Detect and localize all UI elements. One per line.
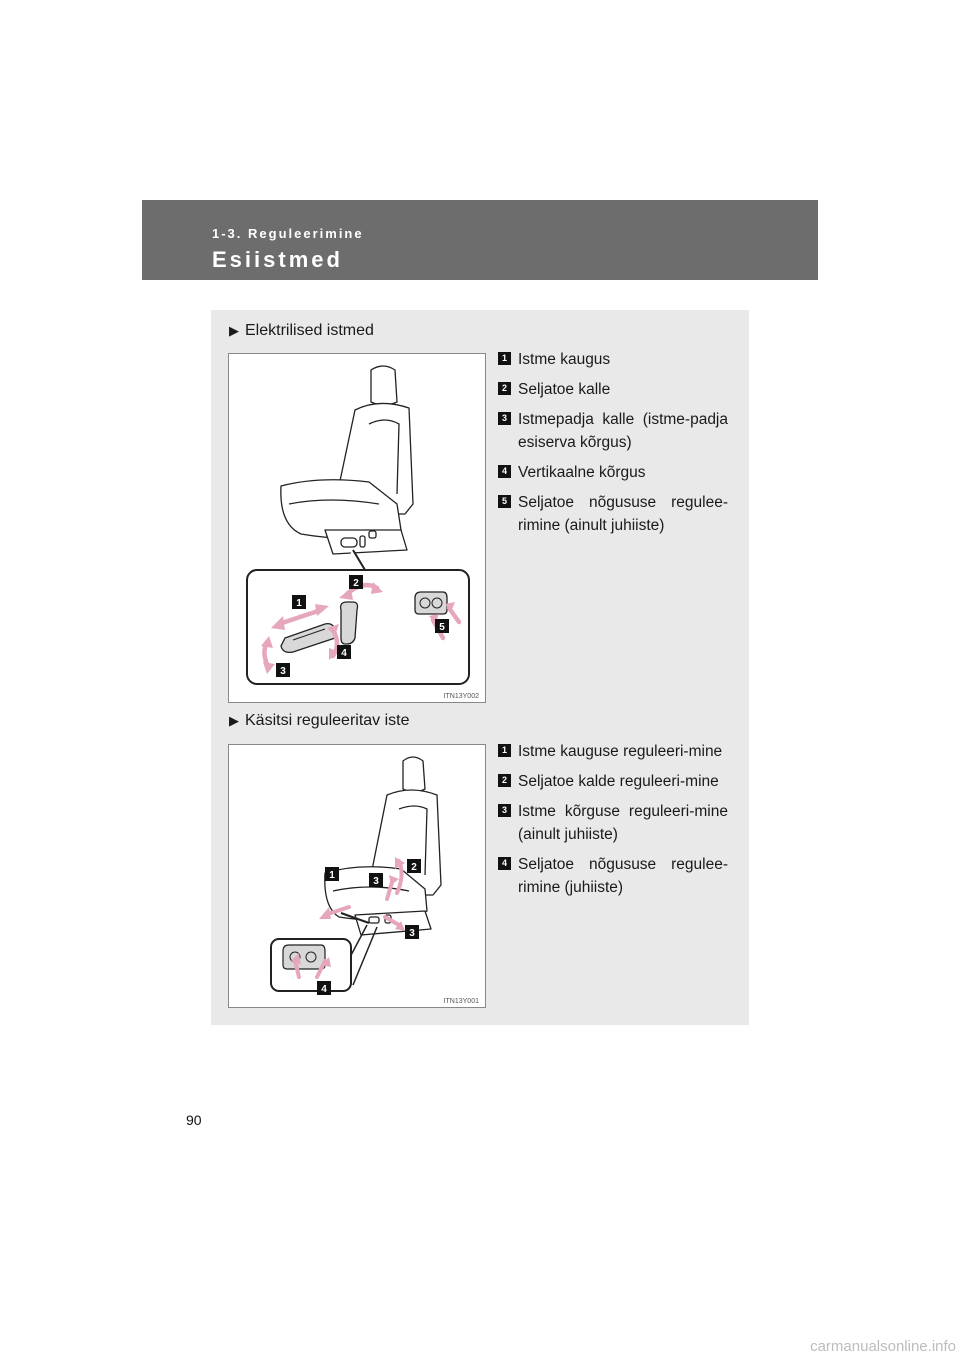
legend-item (498, 770, 728, 793)
svg-text:3: 3 (409, 928, 415, 939)
legend-text: Istme kaugus (518, 351, 611, 368)
svg-text:3: 3 (280, 666, 286, 677)
legend-item (498, 800, 728, 846)
legend-text: Istmepadja kalle (istme-padja esiserva kõrgus) (518, 411, 728, 451)
number-badge: 4 (498, 465, 511, 478)
subsection-heading-text: Elektrilised istmed (245, 322, 374, 339)
number-badge: 2 (498, 774, 511, 787)
power-seat-diagram (229, 354, 485, 702)
legend-item (498, 378, 728, 401)
number-badge: 2 (498, 382, 511, 395)
svg-text:3: 3 (373, 876, 379, 887)
page-title: Esiistmed (212, 247, 343, 272)
legend-text: Seljatoe nõgususe regulee-rimine (juhiiste) (518, 856, 728, 896)
watermark[interactable]: carmanualsonline.info (810, 1338, 956, 1355)
section-label: 1-3. Reguleerimine (212, 226, 364, 241)
number-badge: 1 (498, 352, 511, 365)
subsection-heading-manual-seat (229, 712, 410, 730)
number-badge: 3 (498, 412, 511, 425)
power-seat-illustration (228, 353, 486, 703)
power-seat-legend (498, 348, 728, 544)
figure-code: ITN13Y002 (443, 693, 479, 700)
svg-text:1: 1 (329, 870, 335, 881)
svg-text:2: 2 (411, 862, 417, 873)
legend-text: Seljatoe nõgususe regulee-rimine (ainult juhiiste) (518, 494, 728, 534)
section-header (142, 200, 818, 280)
svg-text:5: 5 (439, 622, 445, 633)
legend-item (498, 491, 728, 537)
legend-text: Seljatoe kalle (518, 381, 611, 398)
content-box (211, 310, 749, 1025)
legend-item (498, 461, 728, 484)
svg-text:1: 1 (296, 598, 302, 609)
manual-seat-diagram (229, 745, 485, 1007)
legend-item (498, 408, 728, 454)
number-badge: 5 (498, 495, 511, 508)
number-badge: 1 (498, 744, 511, 757)
number-badge: 4 (498, 857, 511, 870)
legend-item (498, 740, 728, 763)
legend-item (498, 853, 728, 899)
triangle-bullet-icon: ▶ (229, 323, 239, 338)
legend-text: Vertikaalne kõrgus (518, 464, 646, 481)
legend-text: Istme kauguse reguleeri-mine (518, 743, 723, 760)
manual-seat-legend (498, 740, 728, 906)
subsection-heading-text: Käsitsi reguleeritav iste (245, 712, 410, 729)
page-number: 90 (186, 1112, 202, 1128)
svg-text:4: 4 (321, 984, 327, 995)
legend-item (498, 348, 728, 371)
legend-text: Istme kõrguse reguleeri-mine (ainult juhiiste) (518, 803, 728, 843)
svg-text:4: 4 (341, 648, 347, 659)
manual-seat-illustration (228, 744, 486, 1008)
legend-text: Seljatoe kalde reguleeri-mine (518, 773, 719, 790)
number-badge: 3 (498, 804, 511, 817)
svg-text:2: 2 (353, 578, 359, 589)
subsection-heading-power-seats (229, 322, 374, 340)
triangle-bullet-icon: ▶ (229, 713, 239, 728)
figure-code: ITN13Y001 (443, 998, 479, 1005)
